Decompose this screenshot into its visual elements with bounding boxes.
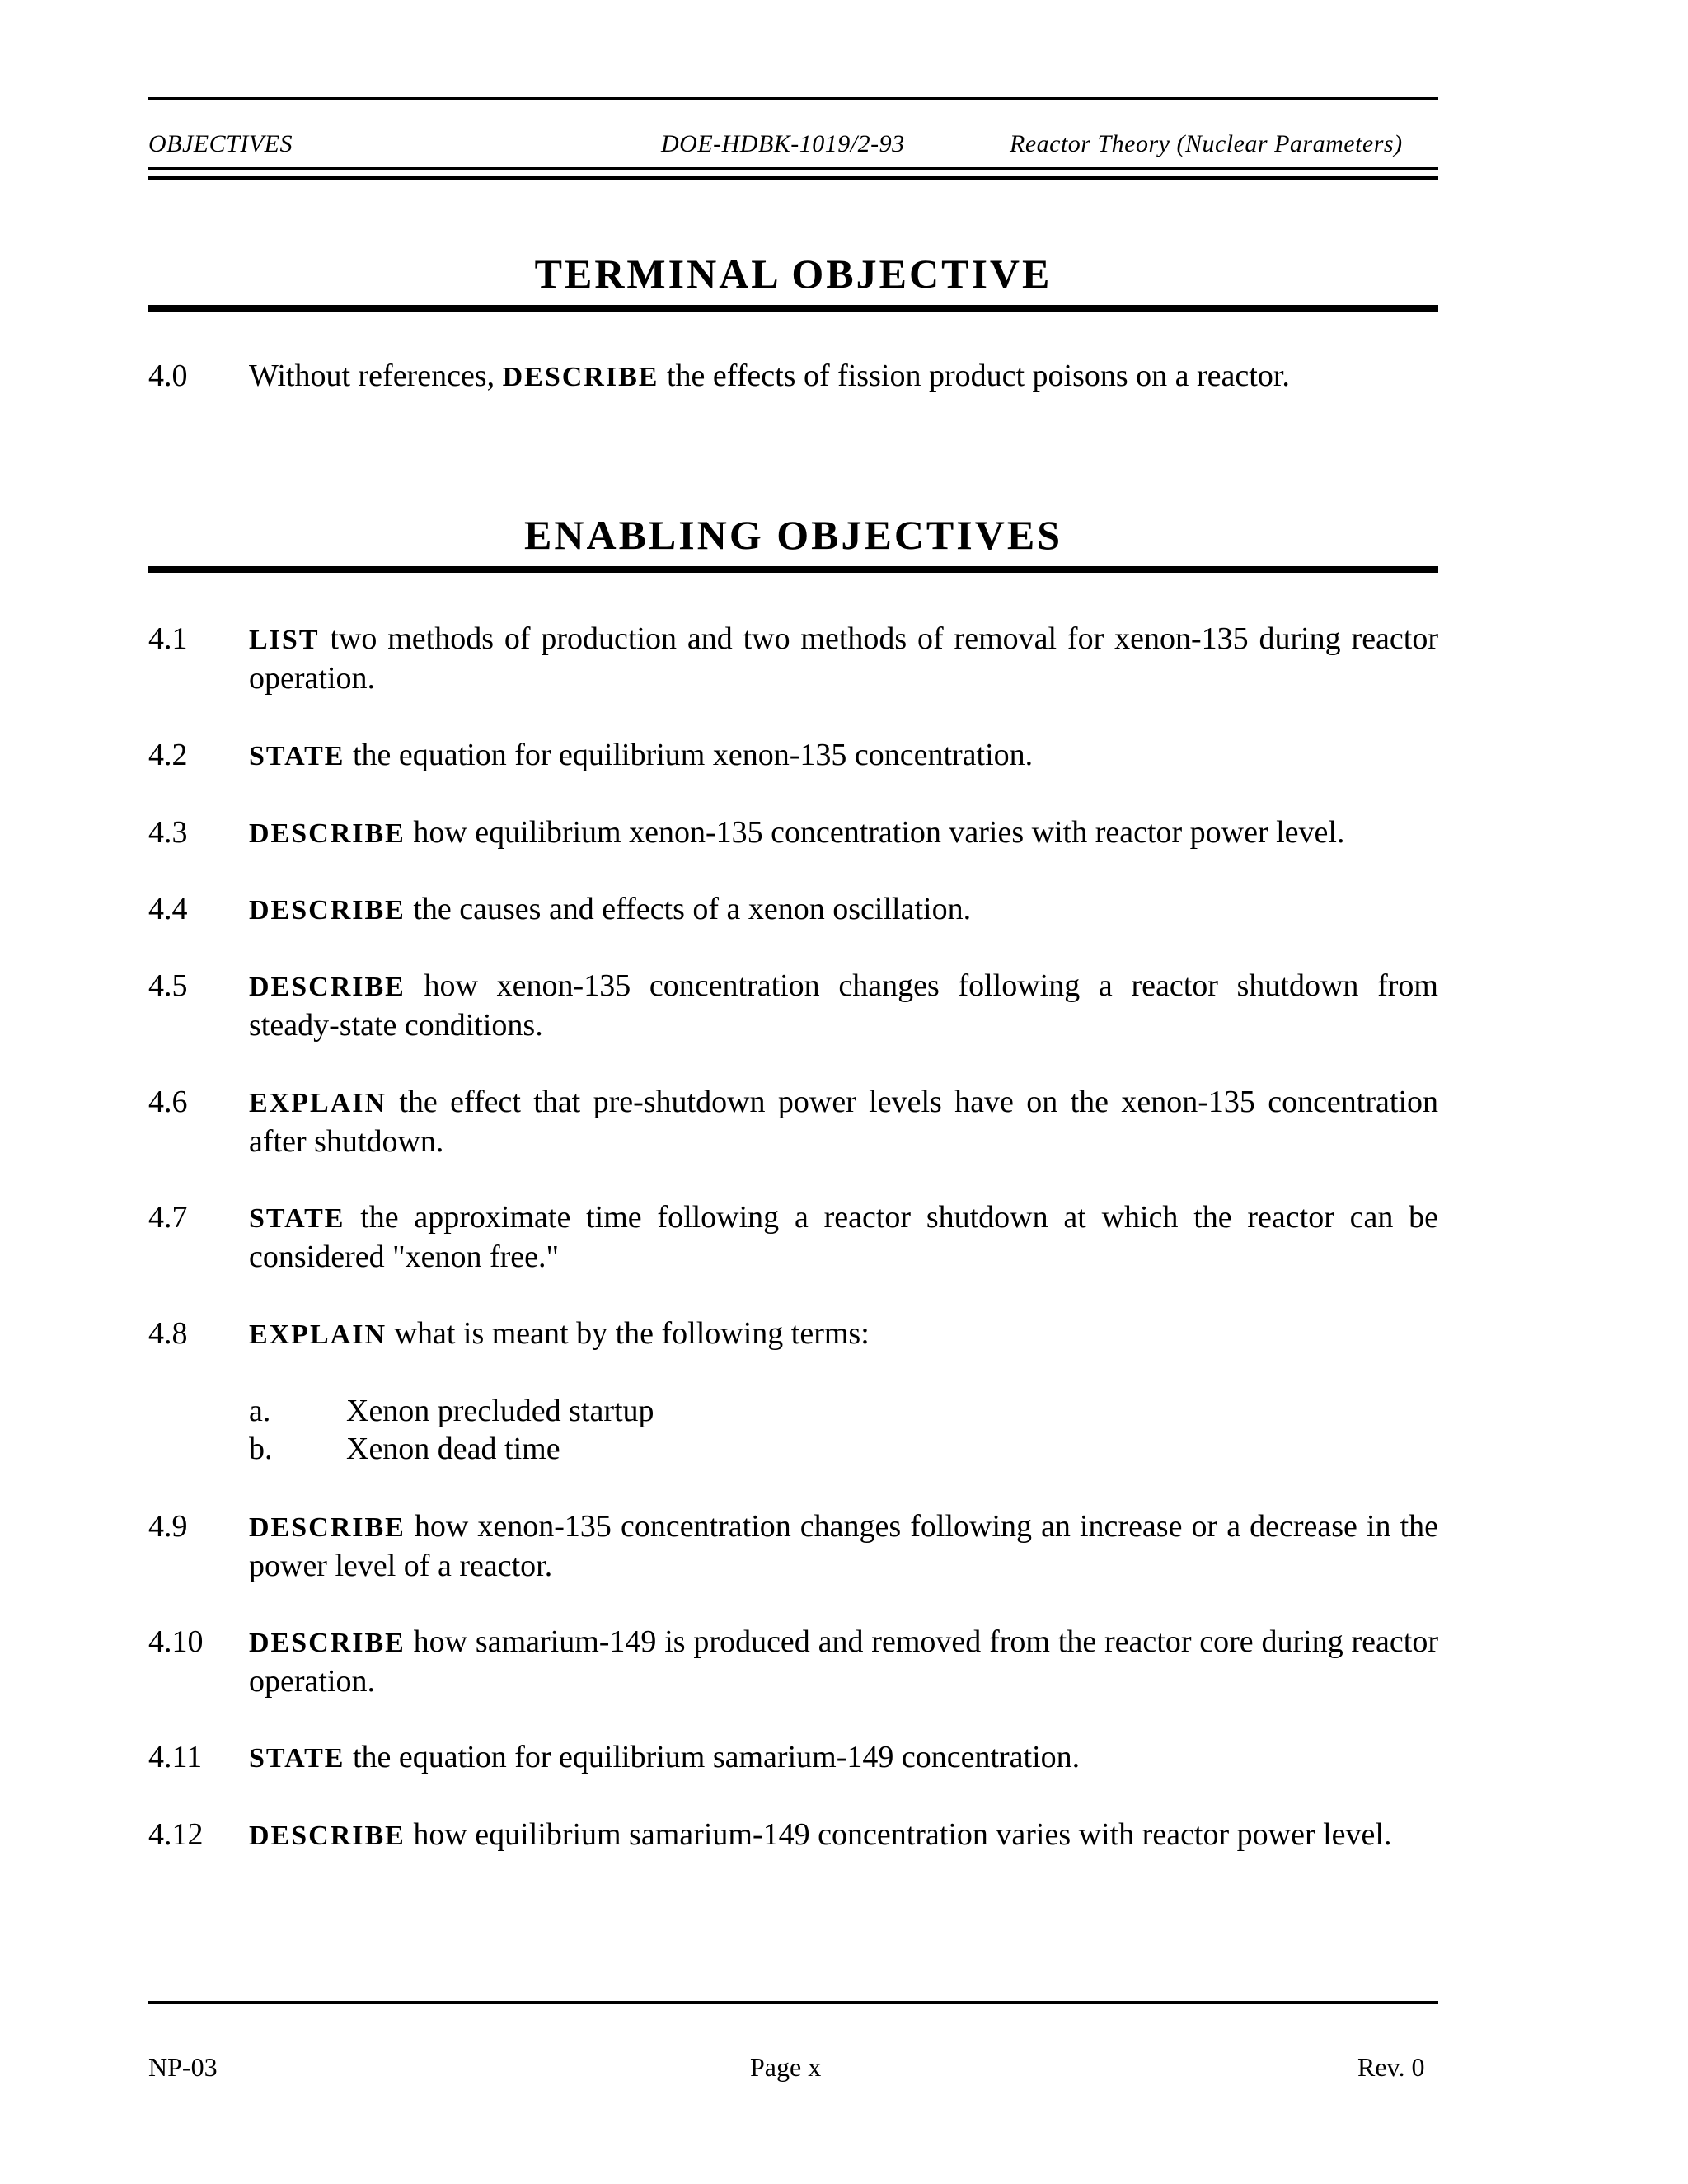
- enabling-objectives-heading: ENABLING OBJECTIVES: [524, 512, 1062, 558]
- objective-text: the effect that pre-shutdown power levels have on the xenon-135 concentration after shutdown.: [249, 1085, 1438, 1159]
- objective-number: 4.0: [148, 359, 188, 393]
- header-bottom-rule-2: [148, 176, 1438, 180]
- sub-item-text: Xenon dead time: [346, 1432, 560, 1466]
- objective-verb: DESCRIBE: [249, 972, 406, 1002]
- objective-text: the equation for equilibrium samarium-149 concentration.: [345, 1740, 1081, 1774]
- terminal-heading-rule: [148, 305, 1438, 312]
- objective-text: how xenon-135 concentration changes following an increase or a decrease in the power level of a reactor.: [249, 1509, 1438, 1583]
- header-bottom-rule: [148, 167, 1438, 170]
- objective-verb: STATE: [249, 741, 345, 771]
- objective-verb: STATE: [249, 1203, 345, 1234]
- footer-doc-code: NP-03: [148, 2052, 218, 2082]
- footer-page-number: Page x: [750, 2052, 822, 2082]
- objective-text: how samarium-149 is produced and removed from the reactor core during reactor operation.: [249, 1624, 1438, 1699]
- header-top-rule: [148, 97, 1438, 100]
- header-title: Reactor Theory (Nuclear Parameters): [1010, 130, 1403, 157]
- sub-item-text: Xenon precluded startup: [346, 1394, 654, 1428]
- objective-verb: DESCRIBE: [249, 1821, 406, 1851]
- header-section: OBJECTIVES: [148, 130, 293, 157]
- objective-text: the equation for equilibrium xenon-135 concentration.: [345, 738, 1034, 772]
- objective-text: how equilibrium xenon-135 concentration varies with reactor power level.: [405, 815, 1345, 850]
- objective-verb: DESCRIBE: [249, 1512, 406, 1543]
- sub-item-letter: a.: [249, 1394, 271, 1428]
- objective-number: 4.8: [148, 1316, 188, 1351]
- objective-number: 4.7: [148, 1200, 188, 1235]
- objective-lead-text: Without references,: [249, 359, 503, 393]
- objective-verb: DESCRIBE: [502, 362, 659, 392]
- objective-text: the approximate time following a reactor shutdown at which the reactor can be considered "xenon free.": [249, 1200, 1438, 1274]
- objective-number: 4.2: [148, 738, 188, 772]
- objective-text: the causes and effects of a xenon oscillation.: [405, 892, 972, 926]
- objective-number: 4.5: [148, 968, 188, 1003]
- objective-text: what is meant by the following terms:: [387, 1316, 870, 1351]
- objective-verb: EXPLAIN: [249, 1319, 387, 1350]
- footer-rule: [148, 2001, 1438, 2004]
- objective-number: 4.12: [148, 1817, 204, 1852]
- objective-number: 4.11: [148, 1740, 203, 1774]
- objective-text: two methods of production and two methods of removal for xenon-135 during reactor operation.: [249, 621, 1438, 696]
- objective-number: 4.3: [148, 815, 188, 850]
- objective-number: 4.4: [148, 892, 188, 926]
- objective-text: how xenon-135 concentration changes following a reactor shutdown from steady-state conditions.: [249, 968, 1438, 1043]
- sub-item-letter: b.: [249, 1432, 273, 1466]
- objective-verb: DESCRIBE: [249, 818, 406, 849]
- objective-verb: LIST: [249, 625, 320, 655]
- objective-number: 4.6: [148, 1085, 188, 1119]
- objective-text: how equilibrium samarium-149 concentration varies with reactor power level.: [405, 1817, 1392, 1852]
- objective-verb: STATE: [249, 1743, 345, 1774]
- enabling-heading-rule: [148, 566, 1438, 573]
- objective-number: 4.10: [148, 1624, 204, 1659]
- footer-revision: Rev. 0: [1357, 2052, 1425, 2082]
- objective-text: the effects of fission product poisons on a reactor.: [659, 359, 1290, 393]
- objective-verb: DESCRIBE: [249, 1628, 406, 1658]
- objective-verb: DESCRIBE: [249, 895, 406, 926]
- header-doc-id: DOE-HDBK-1019/2-93: [661, 130, 905, 157]
- objective-number: 4.9: [148, 1509, 188, 1544]
- objective-verb: EXPLAIN: [249, 1088, 387, 1118]
- terminal-objective-heading: TERMINAL OBJECTIVE: [534, 251, 1053, 297]
- objective-number: 4.1: [148, 621, 188, 656]
